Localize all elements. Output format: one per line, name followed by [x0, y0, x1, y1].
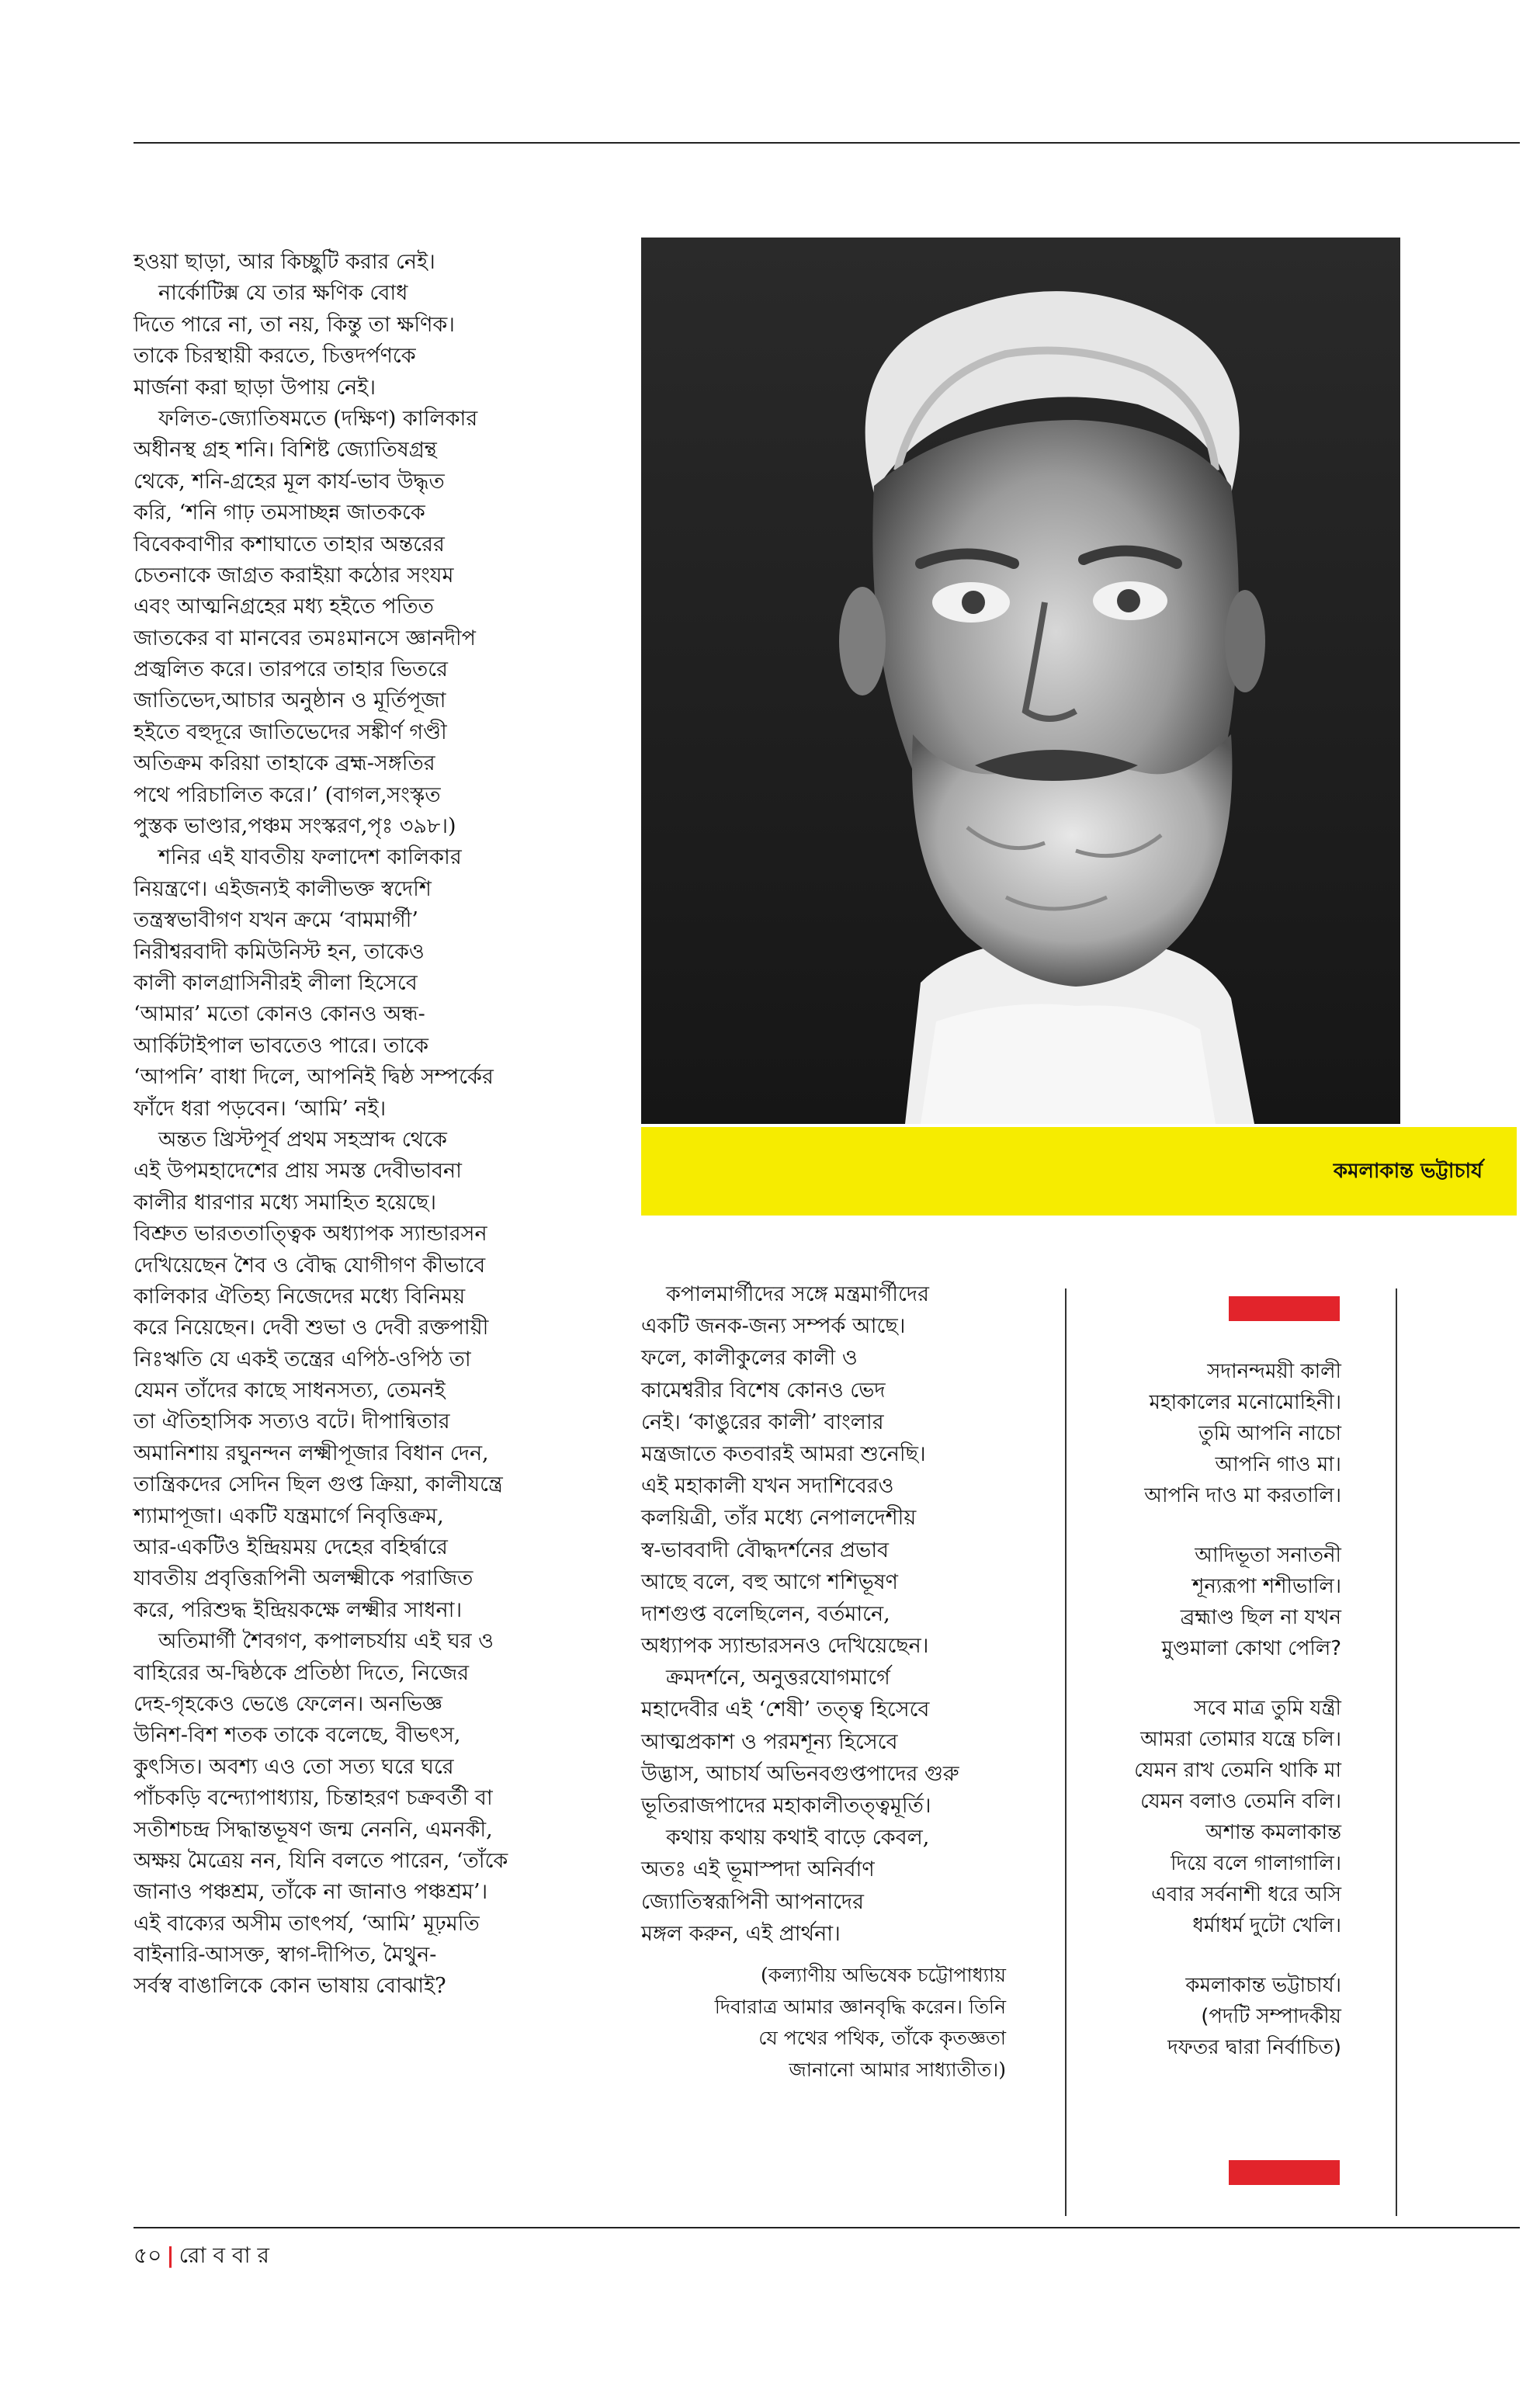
text-line: সতীশচন্দ্র সিদ্ধান্তভূষণ জন্ম নেননি, এমনকী, — [134, 1817, 493, 1842]
text-line: তান্ত্রিকদের সেদিন ছিল গুপ্ত ক্রিয়া, কালীযন্ত্রে — [134, 1472, 503, 1497]
text-line: আর্কিটাইপাল ভাবতেও পারে। তাকে — [134, 1033, 429, 1058]
text-line: নার্কোটিক্স যে তার ক্ষণিক বোধ — [158, 281, 408, 306]
text-line: মার্জনা করা ছাড়া উপায় নেই। — [134, 375, 376, 400]
text-line: হওয়া ছাড়া, আর কিচ্ছুটি করার নেই। — [134, 250, 435, 274]
middle-article-column — [641, 1278, 1012, 1950]
text-line: জানাও পঞ্চশ্রম, তাঁকে না জানাও পঞ্চশ্রম’। — [134, 1880, 488, 1905]
portrait-illustration — [641, 238, 1400, 1124]
portrait-photo — [641, 238, 1400, 1124]
stanza-gap — [1079, 1664, 1341, 1693]
text-line: স্ব-ভাববাদী বৌদ্ধদর্শনের প্রভাব — [641, 1538, 890, 1562]
caption-bar — [641, 1127, 1517, 1216]
text-line: তা ঐতিহাসিক সত্যও বটে। দীপান্বিতার — [134, 1410, 450, 1434]
acknowledgement-note — [641, 1960, 1006, 2086]
poem-line: আমরা তোমার যন্ত্রে চলি। — [1140, 1728, 1341, 1751]
text-line: (কল্যাণীয় অভিষেক চট্টোপাধ্যায় — [760, 1964, 1006, 1986]
text-line: আছে বলে, বহু আগে শশিভূষণ — [641, 1569, 898, 1594]
text-line: ফাঁদে ধরা পড়বেন। ‘আমি’ নই। — [134, 1096, 387, 1121]
text-line: ভূতিরাজপাদের মহাকালীতত্ত্বমূর্তি। — [641, 1794, 931, 1818]
text-line: তাকে চিরস্থায়ী করতে, চিত্তদর্পণকে — [134, 344, 416, 369]
poem-line: সদানন্দময়ী কালী — [1207, 1360, 1341, 1383]
text-line: অক্ষয় মৈত্রেয় নন, যিনি বলতে পারেন, ‘তাঁকে — [134, 1848, 508, 1873]
poem-box — [1079, 1356, 1341, 2063]
text-line: যেমন তাঁদের কাছে সাধনসত্য, তেমনই — [134, 1379, 446, 1403]
text-line: পথে পরিচালিত করে।’ (বাগল,সংস্কৃত — [134, 782, 441, 807]
photo-caption: কমলাকান্ত ভট্টাচার্য — [1333, 1160, 1483, 1183]
text-line: দিবারাত্র আমার জ্ঞানবৃদ্ধি করেন। তিনি — [714, 1995, 1006, 2018]
text-line: ফলিত-জ্যোতিষমতে (দক্ষিণ) কালিকার — [158, 406, 478, 431]
text-line: জ্যোতিস্বরূপিনী আপনাদের — [641, 1889, 864, 1914]
stanza-gap — [1079, 1511, 1341, 1540]
text-line: অতিমার্গী শৈবগণ, কপালচর্যায় এই ঘর ও — [158, 1629, 494, 1654]
text-line: প্রজ্বলিত করে। তারপরে তাহার ভিতরে — [134, 657, 448, 682]
stanza-gap — [1079, 1941, 1341, 1970]
poem-line: শূন্যরূপা শশীভালি। — [1191, 1575, 1341, 1598]
page-number: ৫০ — [134, 2242, 162, 2268]
bottom-rule — [134, 2227, 1520, 2228]
poem-line: ব্রহ্মাণ্ড ছিল না যখন — [1180, 1606, 1341, 1629]
text-line: কালী কালগ্রাসিনীরই লীলা হিসেবে — [134, 970, 418, 995]
text-line: মহাদেবীর এই ‘শেষী’ তত্ত্ব হিসেবে — [641, 1698, 930, 1722]
text-line: বিশ্রুত ভারততাত্ত্বিক অধ্যাপক স্যান্ডারসন — [134, 1222, 487, 1247]
text-line: কালীর ধারণার মধ্যে সমাহিত হয়েছে। — [134, 1190, 436, 1215]
text-line: জাতকের বা মানবের তমঃমানসে জ্ঞানদীপ — [134, 626, 476, 650]
text-line: নিরীশ্বরবাদী কমিউনিস্ট হন, তাকেও — [134, 939, 425, 964]
poem-top-red-bar — [1229, 1296, 1340, 1321]
poem-box-right-rule — [1396, 1288, 1397, 2216]
text-line: হইতে বহুদূরে জাতিভেদের সঙ্কীর্ণ গণ্ডী — [134, 720, 447, 744]
poem-line: আপনি গাও মা। — [1215, 1453, 1341, 1476]
text-line: করে, পরিশুদ্ধ ইন্দ্রিয়কক্ষে লক্ষ্মীর সাধনা। — [134, 1597, 463, 1622]
poem-line: কমলাকান্ত ভট্টাচার্য। — [1185, 1974, 1341, 1997]
poem-line: মুণ্ডমালা কোথা পেলি? — [1161, 1637, 1341, 1660]
text-line: অন্তত খ্রিস্টপূর্ব প্রথম সহস্রাব্দ থেকে — [158, 1127, 447, 1152]
text-line: মঙ্গল করুন, এই প্রার্থনা। — [641, 1921, 841, 1946]
footer-separator: | — [166, 2242, 175, 2268]
text-line: একটি জনক-জন্য সম্পর্ক আছে। — [641, 1314, 906, 1339]
text-line: যাবতীয় প্রবৃত্তিরূপিনী অলক্ষ্মীকে পরাজিত — [134, 1566, 473, 1591]
text-line: এই মহাকালী যখন সদাশিবেরও — [641, 1474, 894, 1499]
text-line: কপালমার্গীদের সঙ্গে মন্ত্রমার্গীদের — [666, 1282, 929, 1306]
text-line: অমানিশায় রঘুনন্দন লক্ষ্মীপূজার বিধান দেন, — [134, 1441, 489, 1465]
text-line: তন্ত্রস্বভাবীগণ যখন ক্রমে ‘বামমার্গী’ — [134, 908, 418, 933]
poem-line: যেমন বলাও তেমনি বলি। — [1140, 1790, 1341, 1813]
poem-line: তুমি আপনি নাচো — [1198, 1422, 1341, 1445]
poem-line: এবার সর্বনাশী ধরে অসি — [1151, 1883, 1341, 1906]
poem-line: যেমন রাখ তেমনি থাকি মা — [1134, 1759, 1341, 1782]
page-footer — [134, 2240, 269, 2271]
left-article-column — [134, 247, 599, 2003]
text-line: কুৎসিত। অবশ্য এও তো সত্য ঘরে ঘরে — [134, 1754, 454, 1779]
text-line: বাহিরের অ-দ্বিষ্ঠকে প্রতিষ্ঠা দিতে, নিজের — [134, 1660, 470, 1685]
top-rule — [134, 142, 1520, 144]
text-line: উনিশ-বিশ শতক তাকে বলেছে, বীভৎস, — [134, 1723, 461, 1748]
text-line: আত্মপ্রকাশ ও পরমশূন্য হিসেবে — [641, 1729, 898, 1754]
text-line: শনির এই যাবতীয় ফলাদেশ কালিকার — [158, 845, 462, 870]
text-line: পাঁচকড়ি বন্দ্যোপাধ্যায়, চিন্তাহরণ চক্রবর্তী বা — [134, 1786, 493, 1811]
text-line: অধ্যাপক স্যান্ডারসনও দেখিয়েছেন। — [641, 1634, 929, 1659]
text-line: যে পথের পথিক, তাঁকে কৃতজ্ঞতা — [758, 2027, 1006, 2049]
poem-line: দিয়ে বলে গালাগালি। — [1171, 1852, 1341, 1875]
text-line: বিবেকবাণীর কশাঘাতে তাহার অন্তরের — [134, 532, 445, 557]
poem-line: মহাকালের মনোমোহিনী। — [1149, 1391, 1341, 1414]
text-line: নেই। ‘কাঙুরের কালী’ বাংলার — [641, 1410, 884, 1434]
text-line: এই উপমহাদেশের প্রায় সমস্ত দেবীভাবনা — [134, 1159, 462, 1184]
text-line: থেকে, শনি-গ্রহের মূল কার্য-ভাব উদ্ধৃত — [134, 469, 445, 494]
poem-line: (পদটি সম্পাদকীয় — [1201, 2005, 1341, 2028]
text-line: অতঃ এই ভূমাস্পদা অনির্বাণ — [641, 1857, 875, 1882]
poem-line: আদিভূতা সনাতনী — [1195, 1544, 1341, 1567]
text-line: নিঃঋতি যে একই তন্ত্রের এপিঠ-ওপিঠ তা — [134, 1347, 471, 1372]
text-line: করি, ‘শনি গাঢ় তমসাচ্ছন্ন জাতককে — [134, 501, 425, 525]
text-line: সর্বস্ব বাঙালিকে কোন ভাষায় বোঝাই? — [134, 1974, 446, 1999]
text-line: ‘আমার’ মতো কোনও কোনও অন্ধ- — [134, 1002, 425, 1027]
text-line: ‘আপনি’ বাধা দিলে, আপনিই দ্বিষ্ঠ সম্পর্কের — [134, 1065, 494, 1090]
text-line: অতিক্রম করিয়া তাহাকে ব্রহ্ম-সঙ্গতির — [134, 751, 435, 776]
poem-line: ধর্মাধর্ম দুটো খেলি। — [1192, 1914, 1341, 1937]
text-line: এই বাক্যের অসীম তাৎপর্য, ‘আমি’ মূঢ়মতি — [134, 1911, 480, 1936]
text-line: দিতে পারে না, তা নয়, কিন্তু তা ক্ষণিক। — [134, 312, 455, 337]
text-line: এবং আত্মনিগ্রহের মধ্য হইতে পতিত — [134, 595, 434, 619]
text-line: কামেশ্বরীর বিশেষ কোনও ভেদ — [641, 1378, 886, 1403]
text-line: নিয়ন্ত্রণে। এইজন্যই কালীভক্ত স্বদেশি — [134, 876, 432, 901]
poem-box-left-rule — [1065, 1288, 1067, 2216]
text-line: উদ্ভাস, আচার্য অভিনবগুপ্তপাদের গুরু — [641, 1761, 959, 1786]
text-line: করে নিয়েছেন। দেবী শুভা ও দেবী রক্তপায়ী — [134, 1316, 489, 1340]
text-line: অধীনস্থ গ্রহ শনি। বিশিষ্ট জ্যোতিষগ্রন্থ — [134, 438, 437, 463]
text-line: কালিকার ঐতিহ্য নিজেদের মধ্যে বিনিময় — [134, 1284, 466, 1309]
text-line: মন্ত্রজাতে কতবারই আমরা শুনেছি। — [641, 1441, 926, 1466]
text-line: বাইনারি-আসক্ত, স্বাগ-দীপিত, মৈথুন- — [134, 1943, 437, 1968]
text-line: ক্রমদর্শনে, অনুত্তরযোগমার্গে — [666, 1666, 890, 1691]
text-line: দেখিয়েছেন শৈব ও বৌদ্ধ যোগীগণ কীভাবে — [134, 1253, 486, 1278]
text-line: ফলে, কালীকুলের কালী ও — [641, 1346, 858, 1371]
text-line: কথায় কথায় কথাই বাড়ে কেবল, — [666, 1826, 930, 1850]
text-line: জানানো আমার সাধ্যাতীত।) — [789, 2058, 1006, 2081]
text-line: জাতিভেদ,আচার অনুষ্ঠান ও মূর্তিপূজা — [134, 688, 446, 713]
poem-line: সবে মাত্র তুমি যন্ত্রী — [1194, 1697, 1341, 1720]
text-line: চেতনাকে জাগ্রত করাইয়া কঠোর সংযম — [134, 563, 454, 588]
text-line: আর-একটিও ইন্দ্রিয়ময় দেহের বহির্দ্বারে — [134, 1535, 448, 1560]
poem-line: আপনি দাও মা করতালি। — [1144, 1484, 1341, 1507]
poem-line: দফতর দ্বারা নির্বাচিত) — [1167, 2036, 1341, 2059]
text-line: শ্যামাপূজা। একটি যন্ত্রমার্গে নিবৃত্তিক্রম, — [134, 1503, 444, 1528]
text-line: পুস্তক ভাণ্ডার,পঞ্চম সংস্করণ,পৃঃ ৩৯৮।) — [134, 814, 456, 839]
text-line: দেহ-গৃহকেও ভেঙে ফেলেন। অনভিজ্ঞ — [134, 1691, 443, 1716]
text-line: দাশগুপ্ত বলেছিলেন, বর্তমানে, — [641, 1601, 890, 1626]
magazine-name: রো ব বা র — [179, 2242, 269, 2268]
poem-bottom-red-bar — [1229, 2160, 1340, 2185]
text-line: কলয়িত্রী, তাঁর মধ্যে নেপালদেশীয় — [641, 1506, 917, 1531]
poem-line: অশান্ত কমলাকান্ত — [1205, 1821, 1341, 1844]
